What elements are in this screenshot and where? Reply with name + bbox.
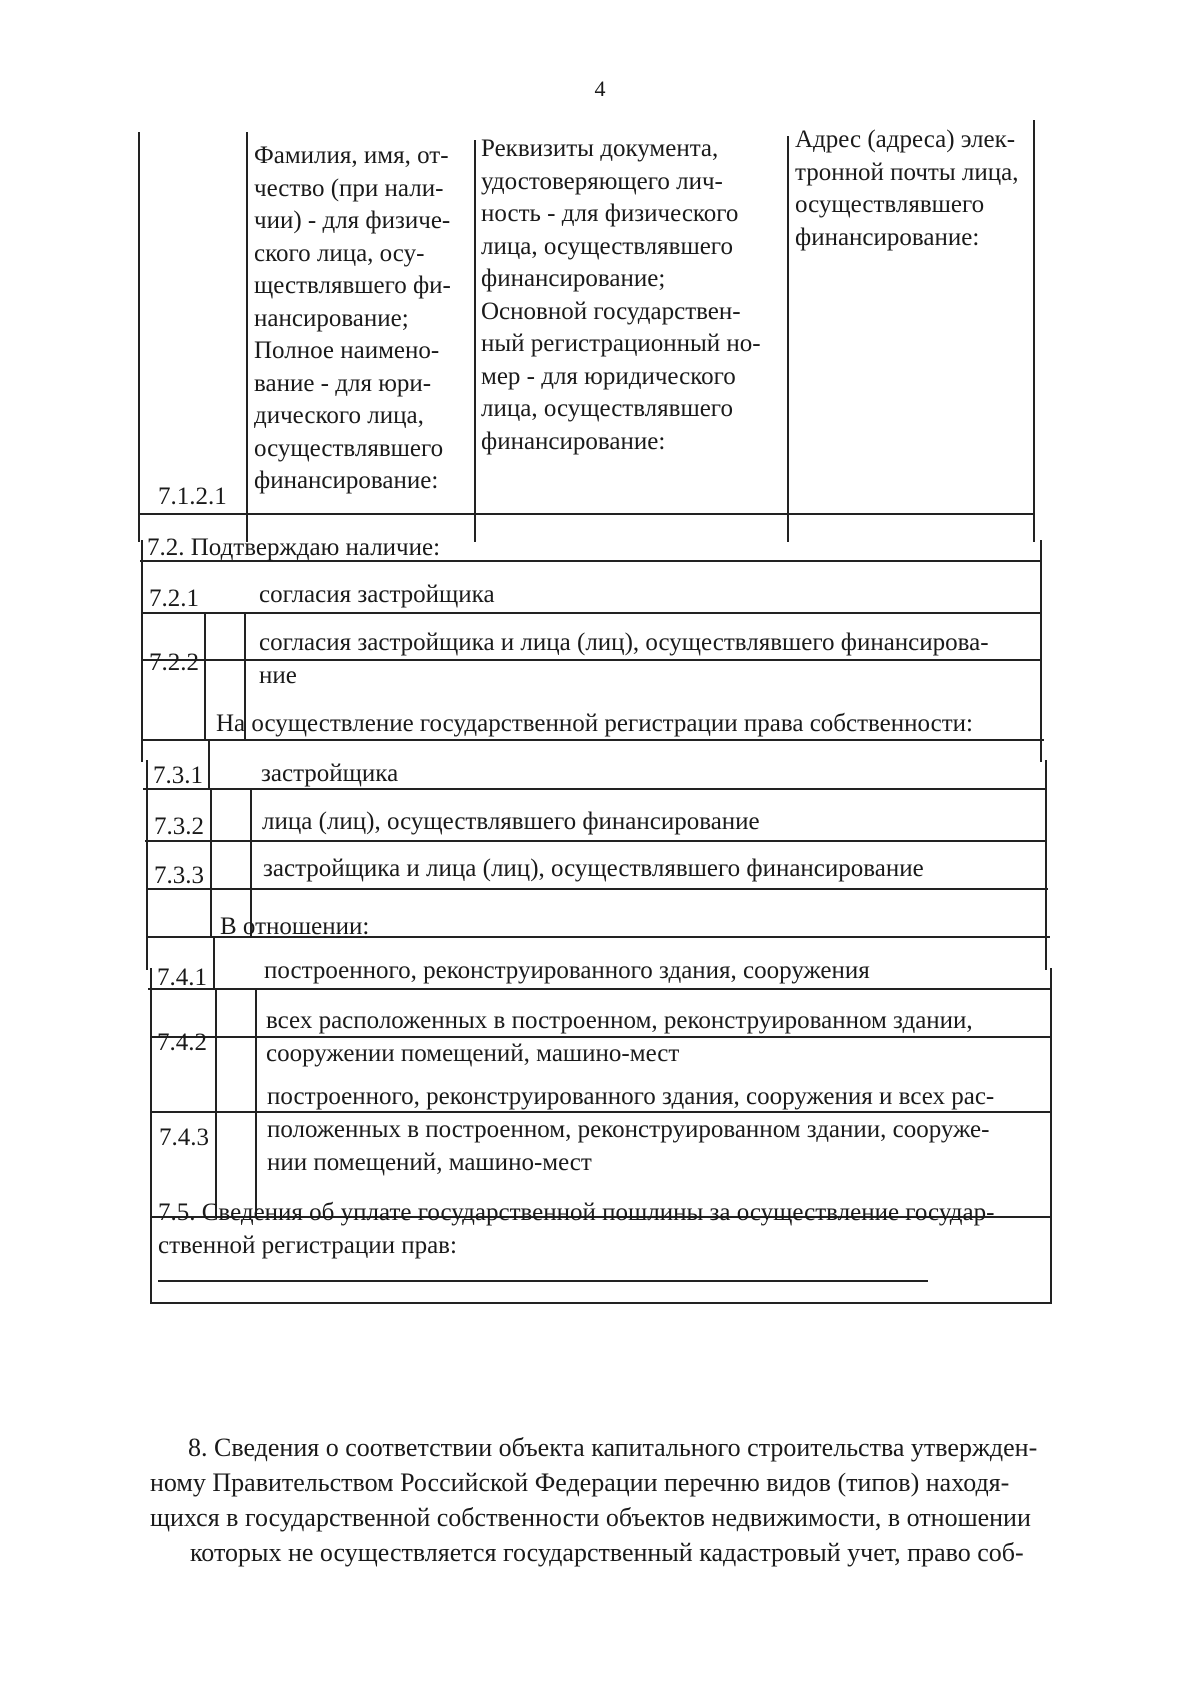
- header-line: дического лица,: [254, 402, 424, 429]
- paragraph-line: щихся в государственной собственности объектов недвижимости, в отношении: [150, 1503, 1031, 1532]
- header-line: мер - для юридического: [481, 362, 736, 390]
- header-line: Реквизиты документа,: [481, 135, 719, 162]
- header-line: чество (при нали-: [254, 174, 444, 202]
- header-line: финансирование:: [254, 467, 439, 494]
- option-line: построенного, реконструированного здания, сооружения и всех рас-: [267, 1083, 995, 1110]
- header-line: ность - для физического: [481, 200, 739, 227]
- table-right-border: [1045, 760, 1047, 970]
- row-number: 7.2.1: [149, 585, 199, 612]
- checkbox-cell[interactable]: [217, 990, 255, 1036]
- column-separator: [255, 988, 257, 1218]
- header-line: Основной государствен-: [481, 297, 741, 325]
- header-line: финансирование;: [481, 265, 666, 292]
- row-divider: [145, 840, 1047, 842]
- fio-input-cell[interactable]: [249, 467, 473, 513]
- table-right-border: [1050, 968, 1052, 1304]
- header-line: Полное наимено-: [254, 337, 440, 364]
- header-line: осуществлявшего: [795, 191, 985, 218]
- checkbox-cell[interactable]: [212, 842, 250, 888]
- option-text: согласия застройщика: [259, 581, 495, 608]
- option-line: нии помещений, машино-мест: [267, 1149, 592, 1176]
- option-text: лица (лиц), осуществлявшего финансирование: [262, 808, 760, 835]
- option-text: [259, 626, 989, 692]
- header-line: вание - для юри-: [254, 369, 432, 397]
- header-line: финансирование:: [481, 427, 666, 455]
- header-line: лица, осуществлявшего: [481, 232, 733, 260]
- option-text: застройщика: [261, 760, 399, 787]
- header-line: ского лица, осу-: [254, 239, 425, 267]
- header-line: осуществлявшего: [254, 434, 444, 462]
- header-line: чии) - для физиче-: [254, 207, 451, 234]
- checkbox-cell[interactable]: [206, 614, 244, 659]
- row-number: 7.1.2.1: [158, 483, 227, 510]
- header-line: ный регистрационный но-: [481, 330, 761, 357]
- row-number: 7.4.2: [157, 1029, 207, 1056]
- option-text: [266, 1004, 973, 1070]
- option-line: всех расположенных в построенном, реконструированном здании,: [266, 1007, 973, 1034]
- section-75-line: 7.5. Сведения об уплате государственной пошлины за осуществление государ-: [158, 1199, 995, 1226]
- header-line: Адрес (адреса) элек-: [795, 126, 1016, 153]
- table-left-border: [141, 540, 143, 762]
- header-line: удостоверяющего лич-: [481, 167, 723, 195]
- option-line: ние: [259, 662, 297, 689]
- option-line: положенных в построенном, реконструированном здании, сооруже-: [267, 1116, 990, 1143]
- row-number: 7.4.1: [157, 964, 207, 991]
- section-72-title: 7.2. Подтверждаю наличие:: [147, 534, 441, 561]
- header-line: финансирование:: [795, 223, 980, 251]
- table-left-border: [146, 760, 148, 970]
- header-line: Фамилия, имя, от-: [254, 142, 449, 169]
- header-email-cell: [795, 124, 1018, 254]
- header-fio-cell: [254, 140, 451, 498]
- row-number: 7.3.3: [154, 862, 204, 889]
- header-line: ществлявшего фи-: [254, 272, 451, 299]
- paragraph-line: ному Правительством Российской Федерации перечню видов (типов) находя-: [150, 1468, 1010, 1497]
- table-bottom-border: [150, 1302, 1052, 1304]
- table-left-border: [138, 132, 140, 542]
- table-right-border: [1033, 120, 1035, 542]
- header-line: тронной почты лица,: [795, 158, 1019, 186]
- option-text: построенного, реконструированного здания, сооружения: [264, 957, 870, 984]
- paragraph-line: которых не осуществляется государственный кадастровый учет, право соб-: [190, 1538, 1024, 1567]
- header-line: нансирование;: [254, 304, 409, 332]
- row-divider: [138, 513, 1035, 515]
- column-separator: [208, 739, 210, 790]
- option-line: сооружении помещений, машино-мест: [266, 1040, 680, 1067]
- option-line: согласия застройщика и лица (лиц), осуществлявшего финансирова-: [259, 629, 989, 656]
- checkbox-cell[interactable]: [217, 1038, 255, 1111]
- paragraph-8: [150, 1430, 1140, 1570]
- email-input-cell[interactable]: [790, 467, 1032, 513]
- row-number: 7.4.3: [159, 1124, 209, 1151]
- paragraph-line: 8. Сведения о соответствии объекта капитального строительства утвержден-: [188, 1433, 1038, 1462]
- document-input-cell[interactable]: [477, 467, 786, 513]
- section-74-title: В отношении:: [220, 913, 370, 940]
- section-73-title: На осуществление государственной регистрации права собственности:: [216, 710, 974, 737]
- row-number: 7.2.2: [149, 649, 199, 676]
- row-divider: [148, 988, 1051, 990]
- row-divider: [141, 612, 1041, 614]
- section-75-text: [158, 1196, 994, 1262]
- row-number: 7.3.2: [154, 813, 204, 840]
- option-text: [267, 1080, 994, 1179]
- column-separator: [787, 136, 789, 542]
- column-separator: [213, 936, 215, 990]
- page-number: 4: [594, 76, 606, 101]
- header-document-cell: [481, 133, 761, 458]
- section-75-line: ственной регистрации прав:: [158, 1232, 457, 1259]
- row-divider: [146, 888, 1048, 890]
- header-line: лица, осуществлявшего: [481, 395, 733, 422]
- fill-in-line[interactable]: [158, 1280, 928, 1282]
- table-right-border: [1040, 540, 1042, 762]
- column-separator: [246, 132, 248, 542]
- column-separator: [474, 140, 476, 542]
- table-left-border: [150, 968, 152, 1304]
- checkbox-cell[interactable]: [212, 790, 250, 840]
- option-text: застройщика и лица (лиц), осуществлявшего финансирование: [263, 855, 924, 882]
- row-number: 7.3.1: [153, 762, 203, 789]
